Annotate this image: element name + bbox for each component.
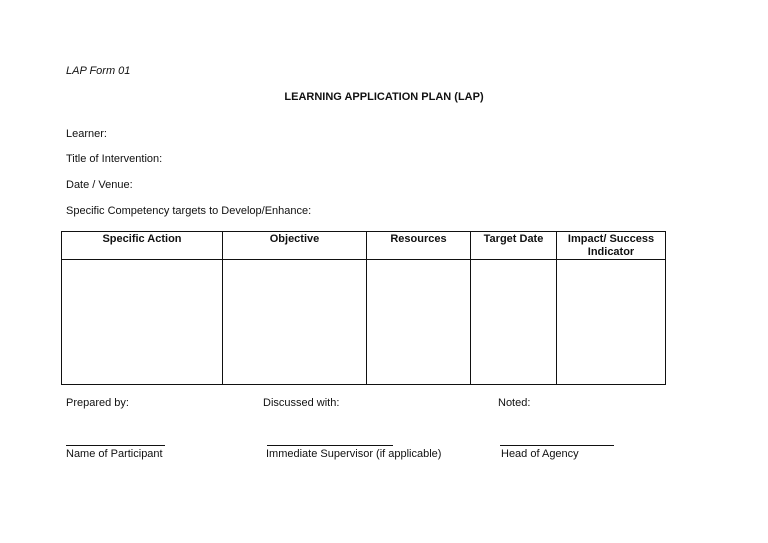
column-header-objective: Objective bbox=[223, 232, 367, 260]
competency-targets-label: Specific Competency targets to Develop/Enhance: bbox=[66, 205, 312, 217]
table-header-row bbox=[62, 232, 666, 260]
column-header-specific-action: Specific Action bbox=[62, 232, 223, 260]
cell-impact-indicator[interactable] bbox=[557, 260, 666, 385]
cell-objective[interactable] bbox=[223, 260, 367, 385]
cell-target-date[interactable] bbox=[471, 260, 557, 385]
supervisor-caption: Immediate Supervisor (if applicable) bbox=[266, 448, 442, 460]
agency-head-caption: Head of Agency bbox=[501, 448, 579, 460]
participant-signature-line bbox=[66, 445, 165, 446]
agency-head-signature-line bbox=[500, 445, 614, 446]
plan-table bbox=[61, 231, 666, 385]
cell-resources[interactable] bbox=[367, 260, 471, 385]
document-title: LEARNING APPLICATION PLAN (LAP) bbox=[284, 91, 484, 103]
form-id: LAP Form 01 bbox=[66, 65, 131, 77]
date-venue-label: Date / Venue: bbox=[66, 179, 133, 191]
supervisor-signature-line bbox=[267, 445, 393, 446]
intervention-title-label: Title of Intervention: bbox=[66, 153, 163, 165]
cell-specific-action[interactable] bbox=[62, 260, 223, 385]
discussed-with-label: Discussed with: bbox=[263, 397, 340, 409]
prepared-by-label: Prepared by: bbox=[66, 397, 129, 409]
column-header-impact-indicator: Impact/ Success Indicator bbox=[557, 232, 666, 260]
column-header-resources: Resources bbox=[367, 232, 471, 260]
participant-caption: Name of Participant bbox=[66, 448, 163, 460]
noted-label: Noted: bbox=[498, 397, 531, 409]
column-header-target-date: Target Date bbox=[471, 232, 557, 260]
table-row bbox=[62, 260, 666, 385]
learner-label: Learner: bbox=[66, 128, 107, 140]
